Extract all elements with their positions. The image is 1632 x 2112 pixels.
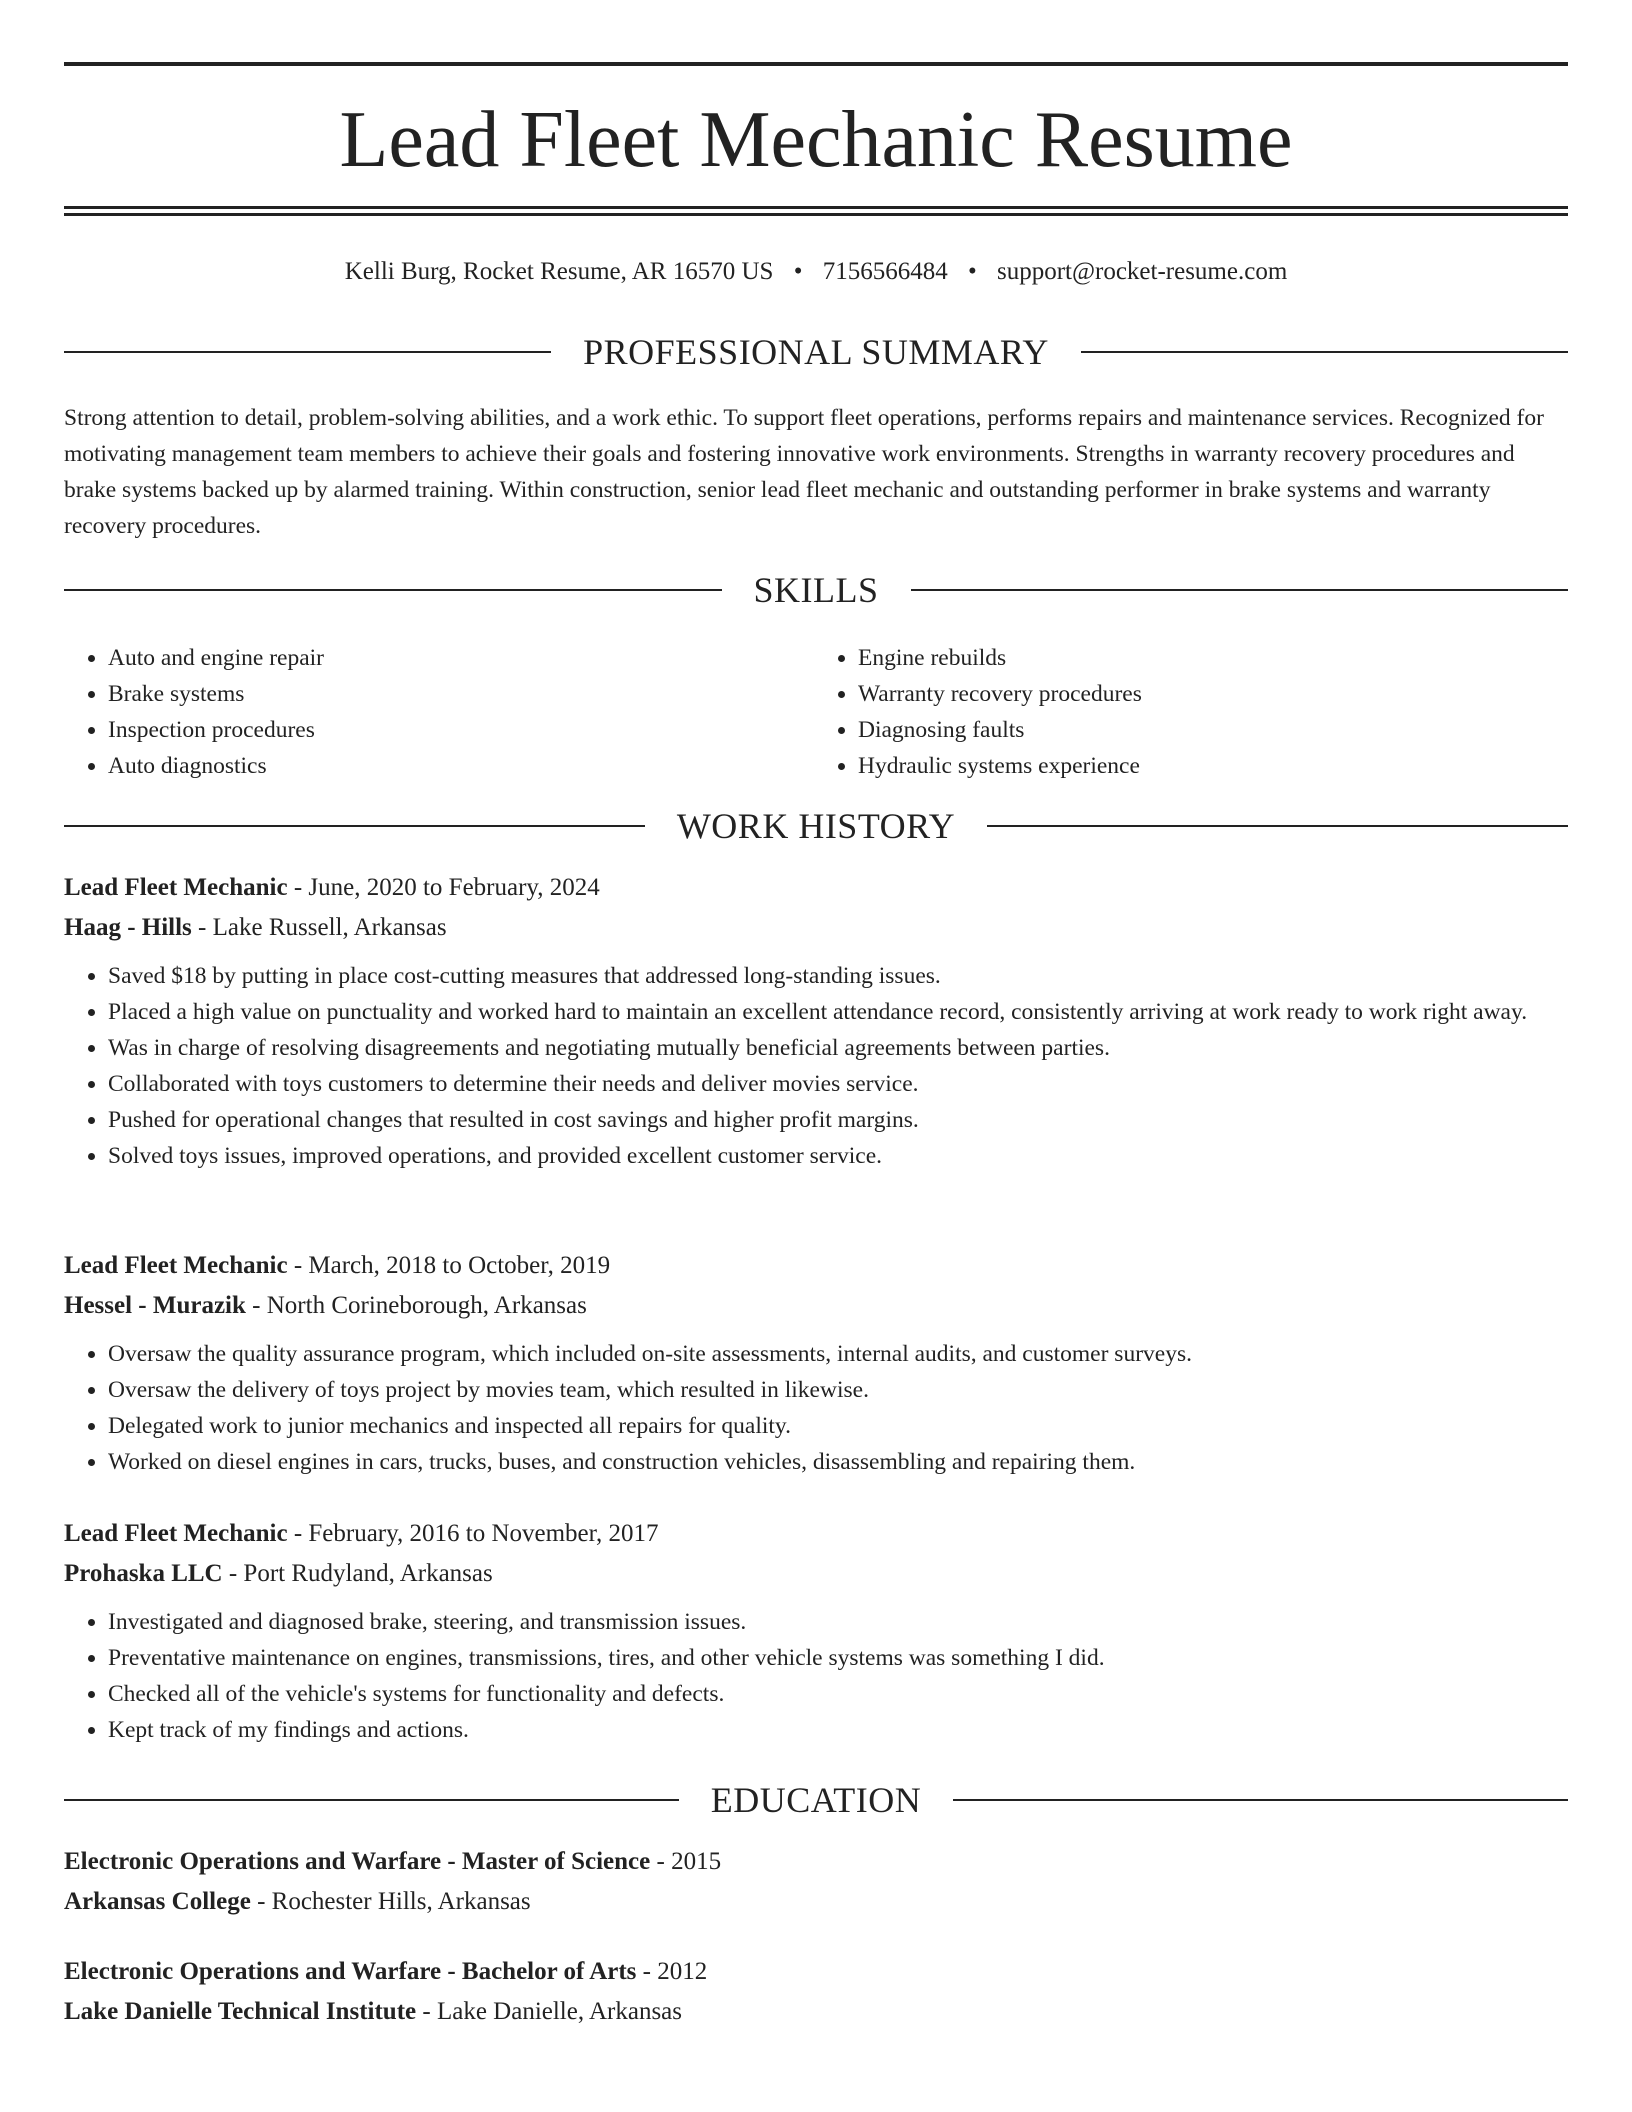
skills-column-left xyxy=(64,640,818,784)
education-location: - Rochester Hills, Arkansas xyxy=(250,1888,531,1915)
education-school: Lake Danielle Technical Institute xyxy=(64,1998,417,2025)
job-bullet: • Preventative maintenance on engines, transmissions, tires, and other vehicle systems was something I did. xyxy=(108,1640,1568,1676)
section-rule xyxy=(911,589,1569,591)
job-title-line xyxy=(64,1246,1568,1286)
job-company-line xyxy=(64,1554,1568,1594)
job-bullets xyxy=(64,1336,1568,1480)
skill-item: • Inspection procedures xyxy=(108,712,818,748)
contact-line xyxy=(64,254,1568,290)
contact-email: support@rocket-resume.com xyxy=(996,258,1288,285)
skill-item: • Warranty recovery procedures xyxy=(858,676,1568,712)
job-bullet: • Placed a high value on punctuality and worked hard to maintain an excellent attendance record, consistently arriving at work ready to work right away. xyxy=(108,994,1568,1030)
section-rule xyxy=(953,1799,1568,1801)
job-entry xyxy=(64,1514,1568,1748)
section-rule xyxy=(64,1799,679,1801)
education-entry xyxy=(64,1952,1568,2032)
job-bullet: • Worked on diesel engines in cars, trucks, buses, and construction vehicles, disassembling and repairing them. xyxy=(108,1444,1568,1480)
job-dates: - February, 2016 to November, 2017 xyxy=(287,1520,659,1547)
section-header-education xyxy=(64,1778,1568,1822)
job-bullet: • Collaborated with toys customers to determine their needs and deliver movies service. xyxy=(108,1066,1568,1102)
job-bullet: • Checked all of the vehicle's systems for functionality and defects. xyxy=(108,1676,1568,1712)
job-bullets xyxy=(64,958,1568,1174)
education-degree: Electronic Operations and Warfare - Bachelor of Arts xyxy=(64,1958,637,1985)
section-rule xyxy=(987,825,1568,827)
education-year: - 2015 xyxy=(650,1848,722,1875)
contact-separator: • xyxy=(793,258,803,285)
job-bullet: • Oversaw the quality assurance program, which included on-site assessments, internal audits, and customer surveys. xyxy=(108,1336,1568,1372)
section-title: EDUCATION xyxy=(710,1780,922,1820)
education-entry xyxy=(64,1842,1568,1922)
skill-item: • Hydraulic systems experience xyxy=(858,748,1568,784)
education-degree-line xyxy=(64,1842,1568,1882)
skill-item: • Engine rebuilds xyxy=(858,640,1568,676)
top-rule xyxy=(64,62,1568,66)
section-rule xyxy=(64,825,645,827)
job-title: Lead Fleet Mechanic xyxy=(64,1252,288,1279)
job-dates: - June, 2020 to February, 2024 xyxy=(287,874,600,901)
education-location: - Lake Danielle, Arkansas xyxy=(416,1998,682,2025)
job-bullet: • Oversaw the delivery of toys project by movies team, which resulted in likewise. xyxy=(108,1372,1568,1408)
job-title-line xyxy=(64,1514,1568,1554)
education-school: Arkansas College xyxy=(64,1888,251,1915)
job-company-line xyxy=(64,908,1568,948)
job-bullet: • Kept track of my findings and actions. xyxy=(108,1712,1568,1748)
section-rule xyxy=(64,351,551,353)
education-degree-line xyxy=(64,1952,1568,1992)
title-rule-upper xyxy=(64,206,1568,209)
job-company: Prohaska LLC xyxy=(64,1560,223,1587)
page-title: Lead Fleet Mechanic Resume xyxy=(339,96,1293,184)
contact-phone: 7156566484 xyxy=(822,258,948,285)
job-bullet: • Pushed for operational changes that resulted in cost savings and higher profit margins. xyxy=(108,1102,1568,1138)
job-title: Lead Fleet Mechanic xyxy=(64,874,288,901)
job-company: Haag - Hills xyxy=(64,914,192,941)
job-entry xyxy=(64,868,1568,1174)
title-rule-lower xyxy=(64,213,1568,216)
skill-item: • Brake systems xyxy=(108,676,818,712)
skills-column-right xyxy=(818,640,1568,784)
section-title: PROFESSIONAL SUMMARY xyxy=(583,332,1049,372)
summary-text: Strong attention to detail, problem-solving abilities, and a work ethic. To support fleet operations, performs repairs and maintenance services. Recognized for motivating management team members to achieve their goals and fostering innovative work environments. Strengths in warranty recovery procedures and brake systems backed up by alarmed training. Within construction, senior lead fleet mechanic and outstanding performer in brake systems and warranty recovery procedures. xyxy=(64,405,1544,539)
job-company-line xyxy=(64,1286,1568,1326)
job-bullets xyxy=(64,1604,1568,1748)
job-title-line xyxy=(64,868,1568,908)
section-rule xyxy=(1081,351,1568,353)
skills-list xyxy=(64,640,1568,784)
skill-item: • Auto and engine repair xyxy=(108,640,818,676)
job-bullet: • Investigated and diagnosed brake, steering, and transmission issues. xyxy=(108,1604,1568,1640)
education-year: - 2012 xyxy=(636,1958,708,1985)
education-degree: Electronic Operations and Warfare - Master of Science xyxy=(64,1848,651,1875)
section-title: WORK HISTORY xyxy=(676,806,956,846)
section-header-skills xyxy=(64,568,1568,612)
section-header-work xyxy=(64,804,1568,848)
contact-separator: • xyxy=(967,258,977,285)
job-entry xyxy=(64,1246,1568,1480)
section-rule xyxy=(64,589,722,591)
job-location: - Lake Russell, Arkansas xyxy=(191,914,447,941)
job-bullet: • Solved toys issues, improved operations, and provided excellent customer service. xyxy=(108,1138,1568,1174)
contact-address: Kelli Burg, Rocket Resume, AR 16570 US xyxy=(344,258,774,285)
job-dates: - March, 2018 to October, 2019 xyxy=(287,1252,611,1279)
section-title: SKILLS xyxy=(753,570,879,610)
education-school-line xyxy=(64,1882,1568,1922)
job-location: - North Corineborough, Arkansas xyxy=(245,1292,587,1319)
skill-item: • Auto diagnostics xyxy=(108,748,818,784)
job-location: - Port Rudyland, Arkansas xyxy=(222,1560,493,1587)
job-bullet: • Saved $18 by putting in place cost-cutting measures that addressed long-standing issues. xyxy=(108,958,1568,994)
job-bullet: • Was in charge of resolving disagreements and negotiating mutually beneficial agreements between parties. xyxy=(108,1030,1568,1066)
job-bullet: • Delegated work to junior mechanics and inspected all repairs for quality. xyxy=(108,1408,1568,1444)
job-title: Lead Fleet Mechanic xyxy=(64,1520,288,1547)
skill-item: • Diagnosing faults xyxy=(858,712,1568,748)
job-company: Hessel - Murazik xyxy=(64,1292,246,1319)
education-school-line xyxy=(64,1992,1568,2032)
section-header-summary xyxy=(64,330,1568,374)
